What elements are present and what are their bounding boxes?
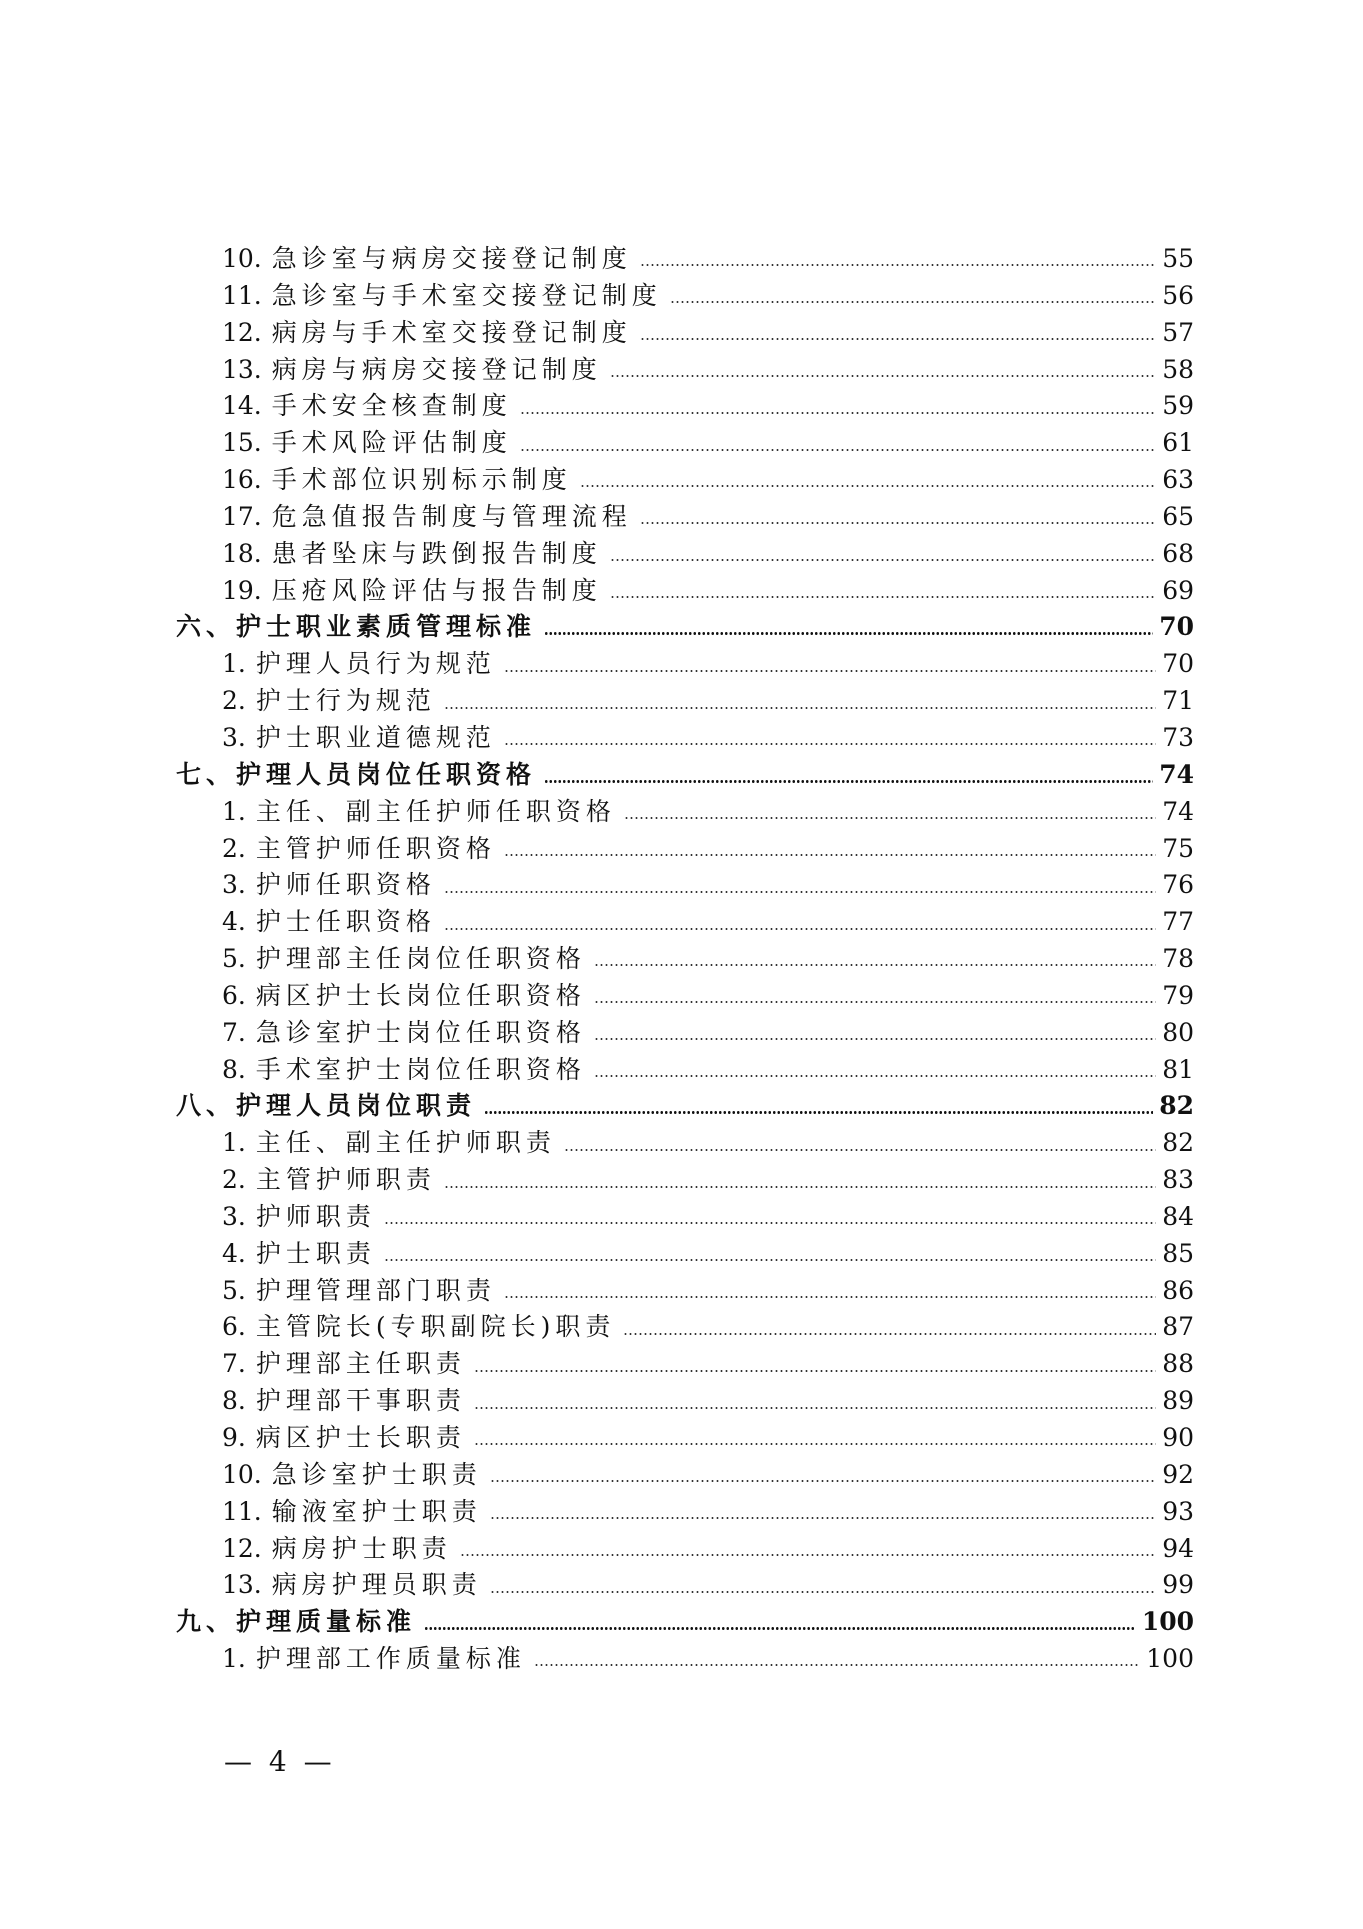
dot-leader	[534, 1664, 1140, 1666]
toc-page-number: 58	[1162, 354, 1194, 384]
toc-entry-title: 手术风险评估制度	[271, 428, 512, 458]
toc-page-number: 77	[1162, 907, 1194, 937]
toc-entry-title: 病房与病房交接登记制度	[271, 354, 602, 384]
toc-entry-row[interactable]	[176, 1420, 1194, 1457]
toc-entry-row[interactable]	[176, 573, 1194, 610]
toc-entry-row[interactable]	[176, 941, 1194, 978]
toc-entry-number: 14.	[222, 391, 262, 421]
toc-entry-title: 护理部主任职责	[255, 1349, 466, 1379]
toc-entry-title: 主管护师职责	[255, 1165, 436, 1195]
toc-entry-row[interactable]	[176, 720, 1194, 757]
toc-page-number: 82	[1162, 1128, 1194, 1158]
toc-page-number: 65	[1162, 501, 1194, 531]
toc-entry-title: 七、护理人员岗位任职资格	[176, 759, 537, 789]
toc-entry-number: 13.	[222, 1570, 262, 1600]
toc-page-number: 70	[1159, 612, 1194, 642]
toc-entry-number: 1.	[222, 1644, 246, 1674]
toc-page-number: 79	[1162, 980, 1194, 1010]
toc-page-number: 74	[1162, 796, 1194, 826]
toc-entry-title: 八、护理人员岗位职责	[176, 1091, 477, 1121]
toc-entry-title: 急诊室与病房交接登记制度	[271, 244, 632, 273]
toc-page-number: 89	[1162, 1386, 1194, 1416]
dot-leader	[640, 338, 1156, 340]
toc-entry-row[interactable]	[176, 241, 1194, 278]
toc-entry-title: 急诊室与手术室交接登记制度	[271, 280, 662, 310]
dot-leader	[623, 1333, 1156, 1335]
dot-leader	[520, 412, 1156, 414]
dot-leader	[580, 485, 1156, 487]
toc-page-number: 93	[1162, 1496, 1194, 1526]
toc-entry-title: 护理部工作质量标准	[255, 1644, 526, 1674]
dot-leader	[490, 1517, 1156, 1519]
toc-entry-title: 护士任职资格	[255, 907, 436, 937]
toc-entry-row[interactable]	[176, 1383, 1194, 1420]
dot-leader	[610, 559, 1156, 561]
toc-entry-number: 11.	[222, 280, 262, 310]
table-of-contents	[176, 241, 1194, 1678]
toc-entry-title: 主任、副主任护师任职资格	[255, 796, 616, 826]
toc-entry-row[interactable]	[176, 1531, 1194, 1568]
dot-leader	[490, 1480, 1156, 1482]
dot-leader	[594, 1075, 1156, 1077]
toc-entry-number: 7.	[222, 1349, 246, 1379]
toc-page-number: 82	[1159, 1091, 1194, 1121]
toc-entry-row[interactable]	[176, 536, 1194, 573]
toc-entry-row[interactable]	[176, 1052, 1194, 1089]
toc-entry-title: 主管护师任职资格	[255, 833, 496, 863]
toc-page-number: 71	[1162, 686, 1194, 716]
toc-entry-number: 2.	[222, 833, 246, 863]
toc-page-number: 100	[1141, 1607, 1194, 1637]
toc-page-number: 55	[1162, 244, 1194, 273]
toc-entry-number: 18.	[222, 538, 262, 568]
toc-entry-number: 12.	[222, 1533, 262, 1563]
toc-entry-title: 六、护士职业素质管理标准	[176, 612, 537, 642]
toc-page-number: 84	[1162, 1201, 1194, 1231]
toc-page-number: 61	[1162, 428, 1194, 458]
toc-page-number: 99	[1162, 1570, 1194, 1600]
toc-entry-row[interactable]	[176, 867, 1194, 904]
toc-page-number: 85	[1162, 1238, 1194, 1268]
dot-leader	[610, 596, 1156, 598]
toc-entry-number: 8.	[222, 1054, 246, 1084]
toc-entry-number: 11.	[222, 1496, 262, 1526]
toc-page-number: 88	[1162, 1349, 1194, 1379]
toc-section-row[interactable]	[176, 609, 1194, 646]
toc-entry-row[interactable]	[176, 499, 1194, 536]
toc-page-number: 68	[1162, 538, 1194, 568]
toc-entry-number: 6.	[222, 1312, 246, 1342]
toc-page-number: 73	[1162, 722, 1194, 752]
toc-entry-row[interactable]	[176, 425, 1194, 462]
toc-entry-row[interactable]	[176, 1125, 1194, 1162]
toc-entry-row[interactable]	[176, 1309, 1194, 1346]
dot-leader	[640, 264, 1156, 266]
toc-entry-title: 手术部位识别标示制度	[271, 465, 572, 495]
toc-entry-row[interactable]	[176, 1273, 1194, 1310]
toc-entry-title: 护理部干事职责	[255, 1386, 466, 1416]
dot-leader	[444, 891, 1156, 893]
toc-page-number: 83	[1162, 1165, 1194, 1195]
toc-page-number: 94	[1162, 1533, 1194, 1563]
dot-leader	[474, 1443, 1156, 1445]
toc-entry-number: 6.	[222, 980, 246, 1010]
toc-entry-row[interactable]	[176, 1641, 1194, 1678]
toc-entry-number: 16.	[222, 465, 262, 495]
toc-entry-title: 病区护士长岗位任职资格	[255, 980, 586, 1010]
toc-entry-row[interactable]	[176, 1494, 1194, 1531]
dot-leader	[670, 301, 1156, 303]
dot-leader	[624, 817, 1156, 819]
toc-section-row[interactable]	[176, 757, 1194, 794]
toc-entry-number: 3.	[222, 870, 246, 900]
toc-entry-title: 急诊室护士岗位任职资格	[255, 1017, 586, 1047]
dot-leader	[474, 1407, 1156, 1409]
toc-page-number: 70	[1162, 649, 1194, 679]
toc-entry-number: 2.	[222, 1165, 246, 1195]
page-number: — 4 —	[224, 1745, 336, 1778]
toc-page-number: 63	[1162, 465, 1194, 495]
toc-entry-title: 病房护理员职责	[271, 1570, 482, 1600]
toc-entry-row[interactable]	[176, 1346, 1194, 1383]
toc-entry-title: 护理管理部门职责	[255, 1275, 496, 1305]
toc-entry-row[interactable]	[176, 462, 1194, 499]
dot-leader	[594, 964, 1156, 966]
dot-leader	[504, 743, 1156, 745]
toc-page-number: 76	[1162, 870, 1194, 900]
toc-entry-number: 1.	[222, 649, 246, 679]
toc-entry-number: 10.	[222, 1459, 262, 1489]
toc-entry-title: 护师任职资格	[255, 870, 436, 900]
toc-entry-title: 手术安全核查制度	[271, 391, 512, 421]
toc-entry-row[interactable]	[176, 1162, 1194, 1199]
dot-leader	[544, 632, 1153, 635]
toc-entry-row[interactable]	[176, 1199, 1194, 1236]
toc-entry-title: 病房护士职责	[271, 1533, 452, 1563]
toc-entry-number: 13.	[222, 354, 262, 384]
toc-section-row[interactable]	[176, 1088, 1194, 1125]
toc-section-row[interactable]	[176, 1604, 1194, 1641]
toc-page-number: 69	[1162, 575, 1194, 605]
dot-leader	[444, 928, 1156, 930]
toc-page-number: 90	[1162, 1423, 1194, 1452]
toc-entry-number: 5.	[222, 944, 246, 974]
toc-page-number: 92	[1162, 1459, 1194, 1489]
toc-entry-number: 1.	[222, 796, 246, 826]
toc-entry-row[interactable]	[176, 388, 1194, 425]
toc-entry-row[interactable]	[176, 1236, 1194, 1273]
toc-page-number: 80	[1162, 1017, 1194, 1047]
toc-entry-number: 9.	[222, 1423, 246, 1452]
toc-entry-title: 护士行为规范	[255, 686, 436, 716]
dot-leader	[504, 854, 1156, 856]
toc-entry-number: 19.	[222, 575, 262, 605]
toc-entry-row[interactable]	[176, 1457, 1194, 1494]
toc-page-number: 59	[1162, 391, 1194, 421]
toc-entry-title: 输液室护士职责	[271, 1496, 482, 1526]
toc-entry-title: 危急值报告制度与管理流程	[271, 501, 632, 531]
toc-page-number: 86	[1162, 1275, 1194, 1305]
toc-page-number: 57	[1162, 317, 1194, 347]
toc-entry-title: 护师职责	[255, 1201, 376, 1231]
toc-entry-title: 主任、副主任护师职责	[255, 1128, 556, 1158]
toc-entry-title: 护理部主任岗位任职资格	[255, 944, 586, 974]
toc-entry-number: 17.	[222, 501, 262, 531]
toc-entry-row[interactable]	[176, 278, 1194, 315]
dot-leader	[504, 1296, 1156, 1298]
toc-entry-number: 4.	[222, 907, 246, 937]
toc-page-number: 56	[1162, 280, 1194, 310]
dot-leader	[424, 1627, 1136, 1630]
toc-entry-number: 5.	[222, 1275, 246, 1305]
dot-leader	[594, 1001, 1156, 1003]
toc-entry-row[interactable]	[176, 646, 1194, 683]
toc-entry-number: 10.	[222, 244, 262, 273]
dot-leader	[384, 1222, 1156, 1224]
toc-entry-number: 4.	[222, 1238, 246, 1268]
toc-entry-number: 2.	[222, 686, 246, 716]
toc-entry-row[interactable]	[176, 794, 1194, 831]
toc-entry-title: 护理人员行为规范	[255, 649, 496, 679]
toc-page-number: 100	[1146, 1644, 1194, 1674]
toc-entry-title: 压疮风险评估与报告制度	[271, 575, 602, 605]
toc-page-number: 75	[1162, 833, 1194, 863]
toc-page-number: 81	[1162, 1054, 1194, 1084]
dot-leader	[564, 1149, 1156, 1151]
dot-leader	[594, 1038, 1156, 1040]
toc-entry-title: 护士职责	[255, 1238, 376, 1268]
dot-leader	[484, 1111, 1153, 1114]
toc-entry-row[interactable]	[176, 315, 1194, 352]
toc-entry-title: 病区护士长职责	[255, 1423, 466, 1452]
toc-entry-title: 病房与手术室交接登记制度	[271, 317, 632, 347]
toc-entry-title: 急诊室护士职责	[271, 1459, 482, 1489]
dot-leader	[610, 375, 1156, 377]
dot-leader	[474, 1370, 1156, 1372]
toc-entry-number: 15.	[222, 428, 262, 458]
toc-entry-number: 3.	[222, 722, 246, 752]
dot-leader	[544, 780, 1153, 783]
dot-leader	[520, 449, 1156, 451]
toc-entry-title: 护士职业道德规范	[255, 722, 496, 752]
toc-page-number: 74	[1159, 759, 1194, 789]
toc-entry-number: 8.	[222, 1386, 246, 1416]
toc-entry-row[interactable]	[176, 1015, 1194, 1052]
dot-leader	[384, 1259, 1156, 1261]
dot-leader	[504, 670, 1156, 672]
toc-entry-number: 7.	[222, 1017, 246, 1047]
toc-entry-number: 12.	[222, 317, 262, 347]
toc-entry-row[interactable]	[176, 1567, 1194, 1604]
toc-entry-row[interactable]	[176, 831, 1194, 868]
toc-entry-title: 主管院长(专职副院长)职责	[255, 1312, 616, 1342]
toc-entry-row[interactable]	[176, 683, 1194, 720]
toc-entry-row[interactable]	[176, 352, 1194, 389]
toc-entry-title: 手术室护士岗位任职资格	[255, 1054, 586, 1084]
dot-leader	[460, 1554, 1156, 1556]
toc-entry-title: 患者坠床与跌倒报告制度	[271, 538, 602, 568]
toc-entry-row[interactable]	[176, 978, 1194, 1015]
dot-leader	[444, 1186, 1156, 1188]
toc-page-number: 78	[1162, 944, 1194, 974]
toc-entry-title: 九、护理质量标准	[176, 1607, 417, 1637]
dot-leader	[640, 522, 1156, 524]
toc-entry-number: 1.	[222, 1128, 246, 1158]
toc-page-number: 87	[1162, 1312, 1194, 1342]
dot-leader	[444, 707, 1156, 709]
toc-entry-number: 3.	[222, 1201, 246, 1231]
dot-leader	[490, 1591, 1156, 1593]
toc-entry-row[interactable]	[176, 904, 1194, 941]
